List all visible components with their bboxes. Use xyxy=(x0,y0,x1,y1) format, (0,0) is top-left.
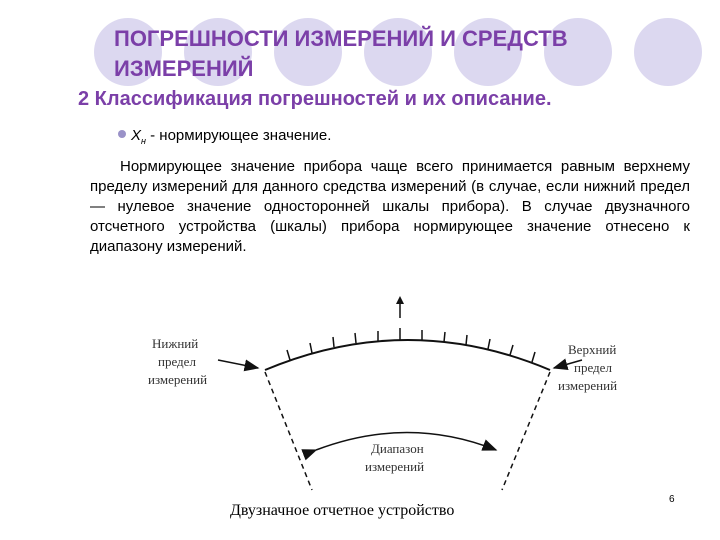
figure-caption: Двузначное отчетное устройство xyxy=(230,502,455,519)
page-number: 6 xyxy=(669,494,675,505)
upper-limit-label: Верхний предел измерений xyxy=(558,342,618,393)
left-dashed-edge xyxy=(265,372,312,490)
body-paragraph: Нормирующее значение прибора чаще всего принимается равным верхнему пределу измерений для данного средства измерений (в случае, если нижний предел — нулевое значение односторонней шкалы прибора). В случае двузначного отсчетного устройства (шкалы) прибора нормирующее значение отнесено к диапазону измерений. xyxy=(90,158,690,255)
bullet-item xyxy=(118,127,331,146)
lower-limit-arrow xyxy=(218,360,258,368)
scale-ticks xyxy=(287,328,535,362)
slide-subtitle: 2 Классификация погрешностей и их описание. xyxy=(78,88,552,110)
slide-title-line1: ПОГРЕШНОСТИ ИЗМЕРЕНИЙ И СРЕДСТВ xyxy=(114,26,568,51)
range-label: Диапазон измерений xyxy=(365,441,425,474)
scale-arc xyxy=(265,340,550,370)
right-dashed-edge xyxy=(502,372,550,490)
xn-symbol: $X_н$ xyxy=(131,127,146,146)
decorative-circles xyxy=(0,0,720,160)
scale-diagram xyxy=(140,290,660,500)
bullet-text: - нормирующее значение. xyxy=(145,127,332,144)
bullet-dot-icon xyxy=(118,130,126,138)
lower-limit-label: Нижний предел измерений xyxy=(148,336,208,387)
slide-title-line2: ИЗМЕРЕНИЙ xyxy=(114,56,254,81)
